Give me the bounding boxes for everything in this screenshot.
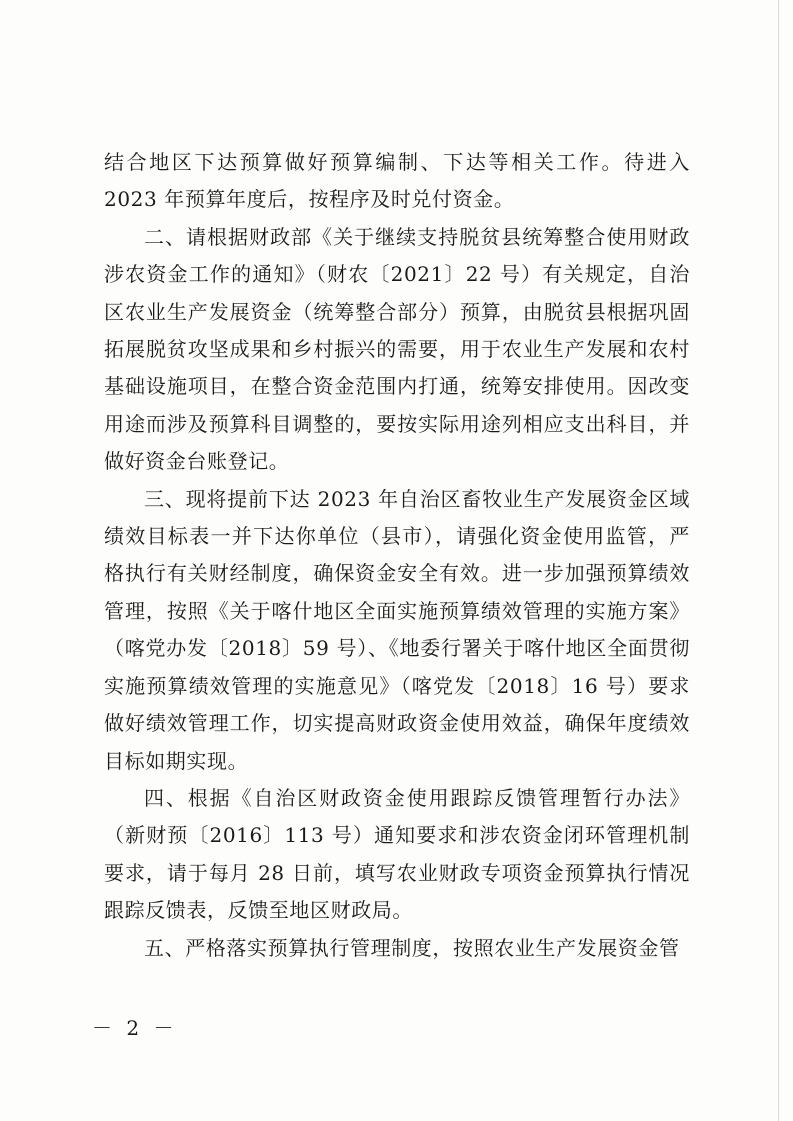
page-edge-line xyxy=(778,0,779,1121)
page-number: － 2 － xyxy=(92,1016,178,1040)
paragraph-item-3: 三、现将提前下达 2023 年自治区畜牧业生产发展资金区域绩效目标表一并下达你单位（县市），请强化资金使用监管，严格执行有关财经制度，确保资金安全有效。进一步加强预算绩效管理，按照《关于喀什地区全面实施预算绩效管理的实施方案》（喀党办发〔2018〕59 号）、《地委行署关于喀什地区全面贯彻实施预算绩效管理的实施意见》（喀党发〔2018〕16 号）要求做好绩效管理工作，切实提高财政资金使用效益，确保年度绩效目标如期实现。 xyxy=(104,486,690,773)
paragraph-item-4: 四、根据《自治区财政资金使用跟踪反馈管理暂行办法》（新财预〔2016〕113 号）通知要求和涉农资金闭环管理机制要求，请于每月 28 日前，填写农业财政专项资金预算执行情况跟踪反馈表，反馈至地区财政局。 xyxy=(104,785,690,923)
paragraph-item-2: 二、请根据财政部《关于继续支持脱贫县统筹整合使用财政涉农资金工作的通知》（财农〔2021〕22 号）有关规定，自治区农业生产发展资金（统筹整合部分）预算，由脱贫县根据巩固拓展脱贫攻坚成果和乡村振兴的需要，用于农业生产发展和农村基础设施项目，在整合资金范围内打通，统筹安排使用。因改变用途而涉及预算科目调整的，要按实际用途列相应支出科目，并做好资金台账登记。 xyxy=(104,224,690,474)
paragraph-continuation: 结合地区下达预算做好预算编制、下达等相关工作。待进入 2023 年预算年度后，按程序及时兑付资金。 xyxy=(104,150,690,212)
document-body xyxy=(104,144,690,967)
paragraph-item-5: 五、严格落实预算执行管理制度，按照农业生产发展资金管 xyxy=(144,935,680,960)
